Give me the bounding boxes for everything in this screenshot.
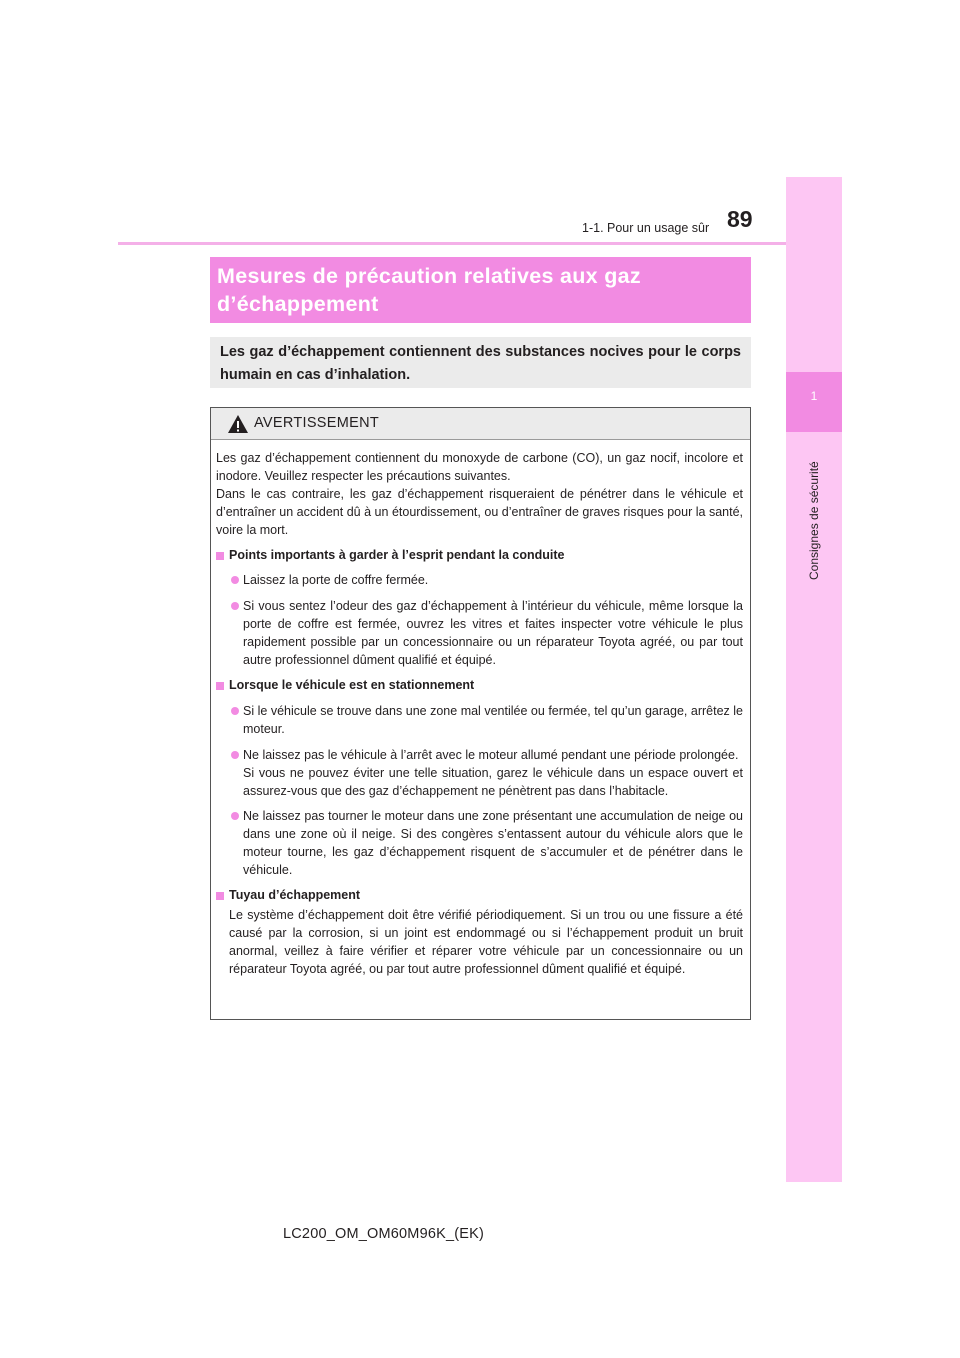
round-bullet-icon [231,812,239,820]
warning-triangle-icon [227,414,249,434]
list-item [216,598,743,670]
section-heading-text: Tuyau d’échappement [229,888,361,903]
section-heading-exhaust-pipe [216,887,743,905]
chapter-label-text: Consignes de sécurité [807,461,821,580]
section-heading-driving [216,547,743,565]
section-text: Le système d’échappement doit être vérifié périodiquement. Si un trou ou une fissure a été causé par la corrosion, si un joint est endommagé ou si l’échappement produit un bruit anormal, veillez à faire vérifier et réparer votre véhicule par un concessionnaire ou un réparateur Toyota agréé, ou par tout autre professionnel dûment qualifié et équipé. [229,907,743,976]
section-heading-text: Lorsque le véhicule est en stationnement [229,677,475,692]
list-item-text: Si le véhicule se trouve dans une zone mal ventilée ou fermée, tel qu’un garage, arrêtez le moteur. [243,703,743,736]
section-heading-parked [216,677,743,695]
chapter-label [803,430,825,580]
chapter-number: 1 [810,389,818,403]
page-number: 89 [727,206,753,232]
list-item-text: Ne laissez pas le véhicule à l’arrêt avec le moteur allumé pendant une période prolongée. [243,747,739,762]
list-item-text: Ne laissez pas tourner le moteur dans une zone présentant une accumulation de neige ou dans une zone où il neige. Si des congères s’entassent autour du véhicule alors que le moteur tourne, les gaz d’échappement risquent de s’accumuler et de pénétrer dans le véhicule. [243,809,743,878]
section-reference: 1-1. Pour un usage sûr [582,221,710,235]
round-bullet-icon [231,576,239,584]
list-item [216,808,743,880]
document-code: LC200_OM_OM60M96K_(EK) [283,1226,485,1242]
warning-box [210,407,751,1020]
warning-body [216,450,743,979]
round-bullet-icon [231,602,239,610]
round-bullet-icon [231,707,239,715]
warning-intro-1: Les gaz d’échappement contiennent du monoxyde de carbone (CO), un gaz nocif, incolore et inodore. Veuillez respecter les précautions suivantes. [216,451,743,483]
list-item [216,703,743,739]
square-bullet-icon [216,682,224,690]
square-bullet-icon [216,552,224,560]
warning-title: AVERTISSEMENT [254,415,380,431]
page-title: Mesures de précaution relatives aux gaz d’échappement [217,264,641,316]
list-item-text: Si vous sentez l’odeur des gaz d’échappement à l’intérieur du véhicule, même lorsque la porte de coffre est fermée, ouvrez les vitres et faites inspecter votre véhicule le plus rapidement possible par un concessionnaire ou un réparateur Toyota agréé, ou par tout autre professionnel dûment qualifié et équipé. [243,599,743,668]
section-heading-text: Points importants à garder à l’esprit pendant la conduite [229,547,565,562]
chapter-side-tab [786,177,842,1182]
list-item [216,747,743,801]
warning-intro-2: Dans le cas contraire, les gaz d’échappement risqueraient de pénétrer dans le véhicule et d’entraîner un accident dû à un étourdissement, ou d’entraîner de graves risques pour la santé, voire la mort. [216,486,743,537]
header-rule [118,242,786,245]
round-bullet-icon [231,751,239,759]
list-item [216,572,743,590]
list-item-text: Laissez la porte de coffre fermée. [243,573,429,588]
warning-header [211,408,750,440]
list-item-text-continued: Si vous ne pouvez éviter une telle situation, garez le véhicule dans un espace ouvert et assurez-vous que des gaz d’échappement ne pénètrent pas dans l’habitacle. [243,765,743,798]
square-bullet-icon [216,892,224,900]
intro-text: Les gaz d’échappement contiennent des substances nocives pour le corps humain en cas d’inhalation. [220,344,741,383]
